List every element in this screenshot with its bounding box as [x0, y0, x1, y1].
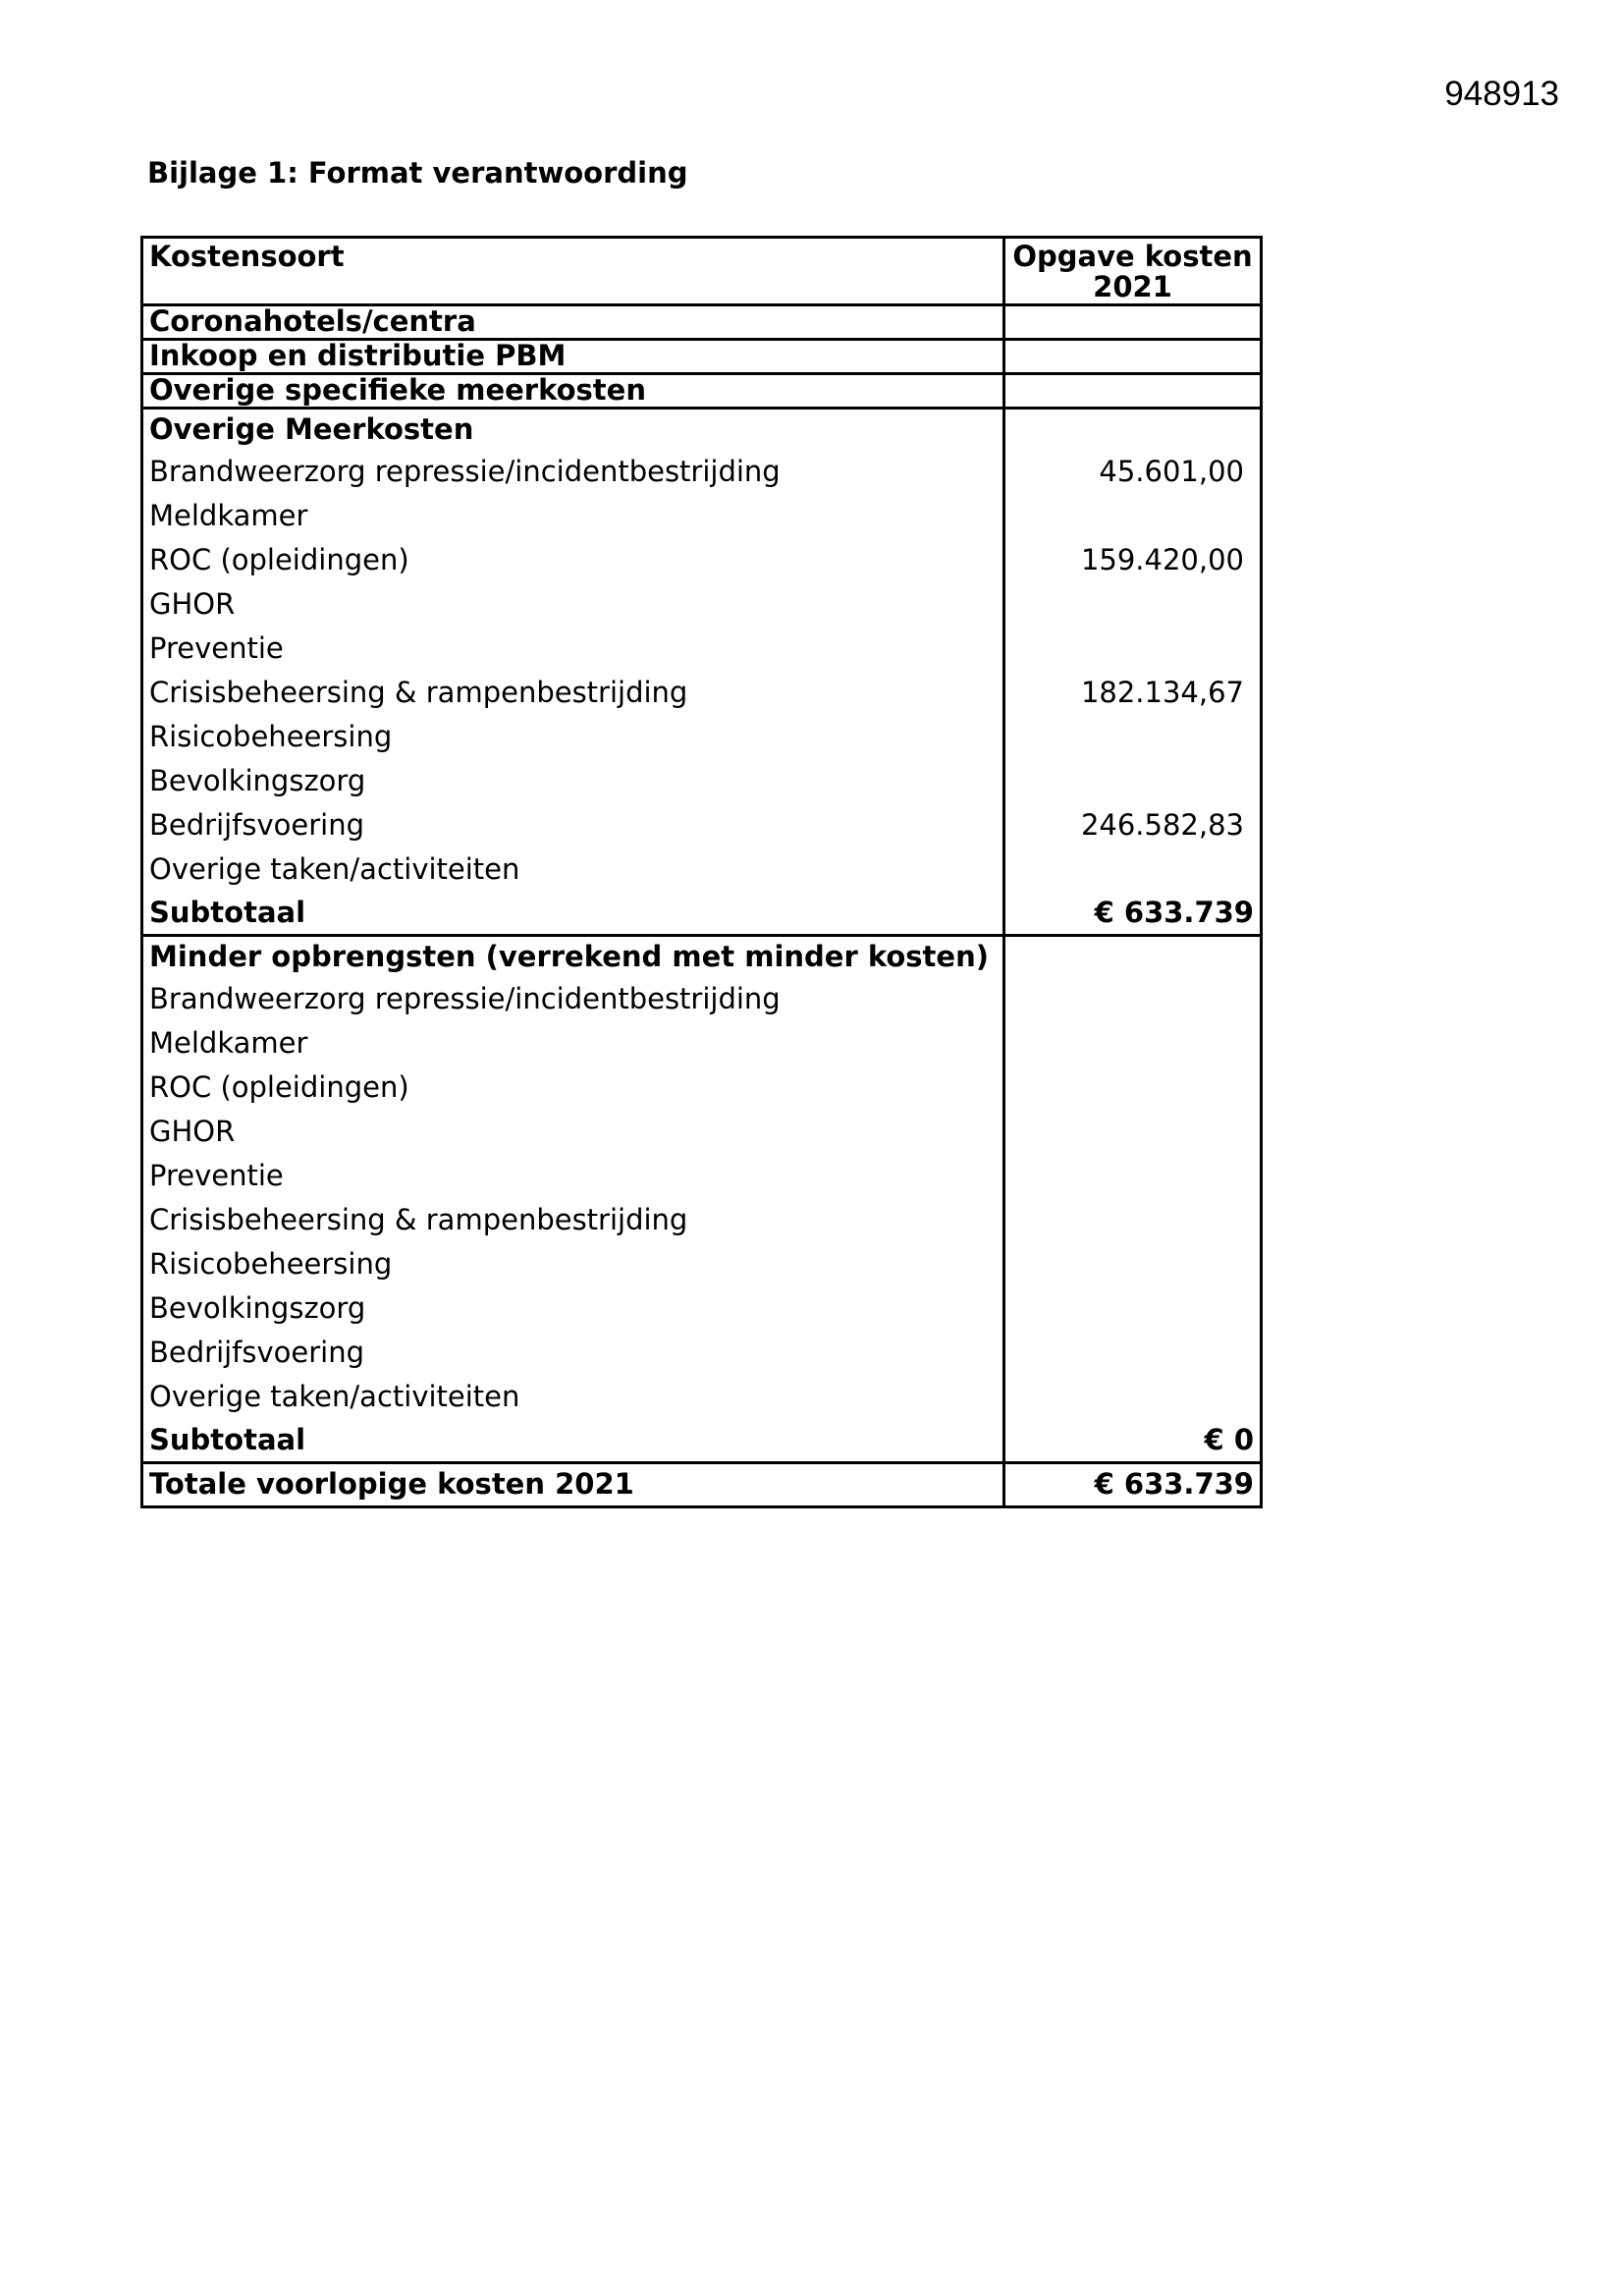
subtotal-label: Subtotaal: [142, 893, 1004, 936]
row-label: Preventie: [142, 1155, 1004, 1199]
row-label: Bevolkingszorg: [142, 760, 1004, 804]
row-value: [1004, 1111, 1262, 1155]
section-heading-value: [1004, 935, 1262, 978]
total-value: € 633.739: [1004, 1462, 1262, 1506]
row-label: GHOR: [142, 583, 1004, 628]
row-value: [1004, 305, 1262, 340]
table-row: [142, 848, 1262, 893]
row-value: [1004, 628, 1262, 672]
subtotal-label: Subtotaal: [142, 1420, 1004, 1463]
table-row: [142, 1243, 1262, 1287]
row-label: Overige specifieke meerkosten: [142, 373, 1004, 408]
row-label: Bedrijfsvoering: [142, 1332, 1004, 1376]
row-value: [1004, 495, 1262, 539]
row-label: Meldkamer: [142, 1022, 1004, 1066]
row-label: Bedrijfsvoering: [142, 804, 1004, 848]
row-value: 159.420,00: [1004, 539, 1262, 583]
subtotal-row-minder-opbrengsten: [142, 1420, 1262, 1463]
row-label: Coronahotels/centra: [142, 305, 1004, 340]
row-label: ROC (opleidingen): [142, 539, 1004, 583]
subtotal-row-meerkosten: [142, 893, 1262, 936]
subtotal-value: € 633.739: [1004, 893, 1262, 936]
section-heading-minder-opbrengsten: Minder opbrengsten (verrekend met minder kosten): [142, 935, 1004, 978]
section-heading-row: [142, 935, 1262, 978]
row-value: [1004, 1155, 1262, 1199]
table-row: [142, 1066, 1262, 1111]
row-label: Bevolkingszorg: [142, 1287, 1004, 1332]
row-label: Crisisbeheersing & rampenbestrijding: [142, 672, 1004, 716]
table-row: [142, 760, 1262, 804]
total-label: Totale voorlopige kosten 2021: [142, 1462, 1004, 1506]
table-row: [142, 1287, 1262, 1332]
table-row: [142, 978, 1262, 1022]
table-row: [142, 716, 1262, 760]
table-row: [142, 305, 1262, 340]
row-value: [1004, 339, 1262, 373]
row-label: Overige taken/activiteiten: [142, 1376, 1004, 1420]
table-row: [142, 1332, 1262, 1376]
row-value: [1004, 1287, 1262, 1332]
row-label: Brandweerzorg repressie/incidentbestrijding: [142, 451, 1004, 495]
section-heading-overige-meerkosten: Overige Meerkosten: [142, 408, 1004, 451]
table-row: [142, 1199, 1262, 1243]
row-label: Risicobeheersing: [142, 1243, 1004, 1287]
row-value: 45.601,00: [1004, 451, 1262, 495]
table-row: [142, 1111, 1262, 1155]
row-label: Overige taken/activiteiten: [142, 848, 1004, 893]
row-label: Crisisbeheersing & rampenbestrijding: [142, 1199, 1004, 1243]
row-label: Brandweerzorg repressie/incidentbestrijding: [142, 978, 1004, 1022]
row-label: Preventie: [142, 628, 1004, 672]
table-row: [142, 495, 1262, 539]
row-value: [1004, 760, 1262, 804]
table-row: [142, 373, 1262, 408]
row-value: [1004, 1199, 1262, 1243]
row-label: ROC (opleidingen): [142, 1066, 1004, 1111]
document-title: Bijlage 1: Format verantwoording: [147, 156, 688, 190]
document-number: 948913: [1444, 75, 1559, 113]
table-row: [142, 339, 1262, 373]
row-value: [1004, 583, 1262, 628]
row-label: GHOR: [142, 1111, 1004, 1155]
table-row: [142, 1155, 1262, 1199]
row-value: 246.582,83: [1004, 804, 1262, 848]
row-value: [1004, 373, 1262, 408]
subtotal-value: € 0: [1004, 1420, 1262, 1463]
table-row: [142, 583, 1262, 628]
row-label: Meldkamer: [142, 495, 1004, 539]
table-row: [142, 628, 1262, 672]
row-value: [1004, 1376, 1262, 1420]
row-label: Inkoop en distributie PBM: [142, 339, 1004, 373]
row-value: [1004, 978, 1262, 1022]
row-label: Risicobeheersing: [142, 716, 1004, 760]
table-header-row: [142, 238, 1262, 305]
total-row: [142, 1462, 1262, 1506]
table-row: [142, 451, 1262, 495]
row-value: [1004, 1022, 1262, 1066]
table-row: [142, 539, 1262, 583]
row-value: [1004, 1332, 1262, 1376]
table-row: [142, 804, 1262, 848]
section-heading-value: [1004, 408, 1262, 451]
row-value: [1004, 848, 1262, 893]
table-row: [142, 1376, 1262, 1420]
section-heading-row: [142, 408, 1262, 451]
table-row: [142, 1022, 1262, 1066]
cost-table: [140, 236, 1263, 1508]
row-value: [1004, 1243, 1262, 1287]
header-costs-2021: Opgave kosten 2021: [1004, 238, 1262, 305]
row-value: [1004, 1066, 1262, 1111]
table-row: [142, 672, 1262, 716]
row-value: [1004, 716, 1262, 760]
header-cost-type: Kostensoort: [142, 238, 1004, 305]
row-value: 182.134,67: [1004, 672, 1262, 716]
